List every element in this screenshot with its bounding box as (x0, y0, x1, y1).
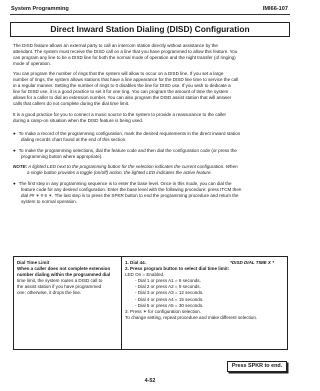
note-block (13, 164, 288, 176)
text-line: time limit, the system routes a DISD call to (17, 278, 103, 284)
text-line: line for DISD use, it is a good practice to set it for one ring. You can program the amount of time the system (13, 89, 229, 95)
running-header (10, 6, 290, 14)
page-title: Direct Inward Station Dialing (DISD) Configuration (10, 22, 290, 37)
change-setting-note: To change setting, repeat procedure and make different selection. (125, 314, 258, 320)
text-line: dialing records chart found at the end of this section. (21, 137, 127, 143)
intro-paragraph (13, 43, 288, 67)
bullet-selections (13, 148, 288, 160)
press-spkr-box: Press SPKR to end. (227, 361, 287, 372)
text-line: You can program the number of rings that the system will allow to occur on a DISD line. If you set a large (13, 71, 224, 76)
text-line: To make a record of the programming configuration, mark the desired requirements in the direct inward station (18, 131, 241, 136)
note-label: NOTE: (13, 164, 28, 169)
text-line: The DISD feature allows an external party to call an intercom station directly without assistance by the (13, 43, 218, 48)
bullet-base-level (13, 181, 288, 205)
option-15-seconds: - Dial 4 or press A4 = 15 seconds. (135, 296, 204, 302)
procedure-steps (125, 260, 284, 321)
text-line: It is a good practice for you to connect a music source to the system to provide a reassurance to the caller (13, 112, 227, 117)
bullet-record (13, 131, 288, 143)
procedure-table (13, 256, 288, 350)
text-line: calls that callers do not complete during the dial time limit. (13, 101, 130, 107)
bullet-icon: ● (13, 148, 16, 153)
text-line: system to normal operation. (21, 199, 78, 205)
document-code: IMI66-107 (262, 6, 288, 12)
text-line: The first step in any programming sequence is to enter the base level. Once in this mode, you can dial the (18, 181, 232, 186)
option-30-seconds: - Dial 5 or press A5 = 30 seconds. (135, 302, 204, 308)
option-9-seconds: - Dial 2 or press A2 = 9 seconds. (135, 284, 201, 290)
page-number: 4-52 (144, 378, 156, 384)
text-line: allows for a caller to dial an extension number. You can also program the DISD assist station that will answer (13, 95, 232, 101)
column-divider (121, 257, 122, 349)
text-line: during a camp-on situation when the DISD feature is being used. (13, 118, 144, 124)
text-line: mode of operation. (13, 61, 51, 67)
text-line: attendant. The system must receive the DISD call on a line that you have programmed to allow this feature. You (13, 49, 238, 55)
feature-heading: Dial Time Limit (17, 260, 50, 265)
text-line: feature code for any desired configuration. Enter the base level with the following procedure: press ITCM then (21, 187, 242, 193)
text-line: A lighted LED next to the programming button for the selection indicates the current configuration. When (28, 164, 238, 169)
header-rule (10, 14, 290, 15)
option-6-seconds: - Dial 1 or press A1 = 6 seconds. (135, 278, 201, 284)
text-line: can program any line to be a DISD line for both the normal mode of operation and the night transfer (of ringing) (13, 55, 236, 61)
text-line: dial ## ✶ # 6 ✶. The last step is to press the SPKR button to end the programming procedure and return the (21, 193, 239, 199)
bullet-icon: ● (13, 181, 16, 186)
display-code: *DISD DIAL TIME X * (230, 260, 274, 265)
text-line: the assist station if you have programmed (17, 284, 102, 290)
option-12-seconds: - Dial 3 or press A3 = 12 seconds. (135, 290, 204, 296)
text-line: a single button provides a toggle (on/off) action, the lighted LED indicates the active feature. (27, 170, 212, 176)
step-3: 3. Press ✶ for configuration selection. (125, 308, 202, 314)
rings-paragraph (13, 71, 288, 108)
text-line: number of rings, the system allows stations that have a line appearance for the DISD line time to service the call (13, 77, 239, 83)
text-line: one; otherwise, it drops the line. (17, 290, 82, 296)
step-1: 1. Dial 44. (125, 260, 146, 265)
step-2: 2. Press program button to select dial time limit: (125, 266, 230, 272)
section-name: System Programming (11, 6, 69, 12)
text-line: To make the programming selections, dial the feature code and then dial the configuration code (or press the (18, 148, 237, 153)
feature-description (17, 260, 119, 297)
text-line: programming button where appropriate). (21, 154, 103, 160)
led-status: LED On = Enabled. (125, 272, 165, 278)
bullet-icon: ● (13, 131, 16, 136)
text-line: number dialing within the programmed dial (17, 272, 111, 278)
music-paragraph (13, 112, 288, 124)
text-line: When a caller does not complete extension (17, 266, 111, 272)
text-line: in a regular manner. Setting the number of rings to 0 disables the line for DISD use. If you wish to dedicate a (13, 83, 231, 89)
